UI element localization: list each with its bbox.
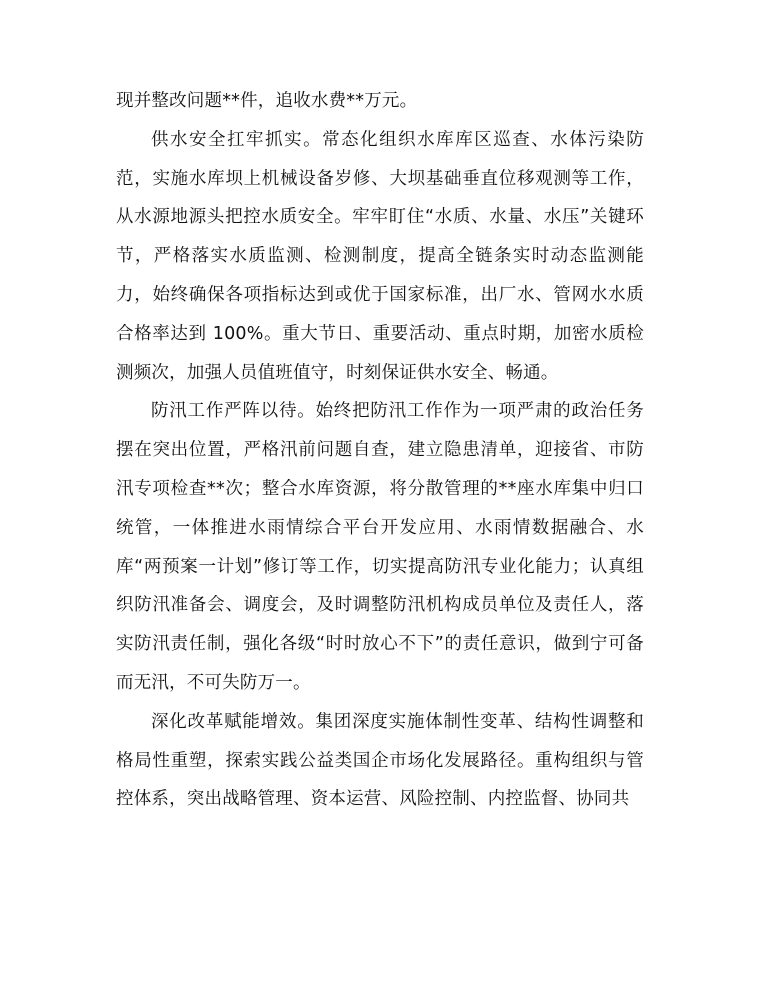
- document-body: [116, 82, 644, 819]
- paragraph-flood-control: 防汛工作严阵以待。始终把防汛工作作为一项严肃的政治任务摆在突出位置，严格汛前问题自查，建立隐患清单，迎接省、市防汛专项检查**次；整合水库资源，将分散管理的**座水库集中归口统管，一体推进水雨情综合平台开发应用、水雨情数据融合、水库“两预案一计划”修订等工作，切实提高防汛专业化能力；认真组织防汛准备会、调度会，及时调整防汛机构成员单位及责任人，落实防汛责任制，强化各级“时时放心不下”的责任意识，做到宁可备而无汛，不可失防万一。: [116, 401, 644, 693]
- paragraph-reform: 深化改革赋能增效。集团深度实施体制性变革、结构性调整和格局性重塑，探索实践公益类国企市场化发展路径。重构组织与管控体系，突出战略管理、资本运营、风险控制、内控监督、协同共: [116, 711, 644, 810]
- paragraph-water-supply-safety: 供水安全扛牢抓实。常态化组织水库库区巡查、水体污染防范，实施水库坝上机械设备岁修、大坝基础垂直位移观测等工作，从水源地源头把控水质安全。牢牢盯住“水质、水量、水压”关键环节，严格落实水质监测、检测制度，提高全链条实时动态监测能力，始终确保各项指标达到或优于国家标准，出厂水、管网水水质合格率达到 100%。重大节日、重要活动、重点时期，加密水质检测频次，加强人员值班值守，时刻保证供水安全、畅通。: [116, 129, 644, 383]
- paragraph-continuation: 现并整改问题**件，追收水费**万元。: [116, 91, 418, 111]
